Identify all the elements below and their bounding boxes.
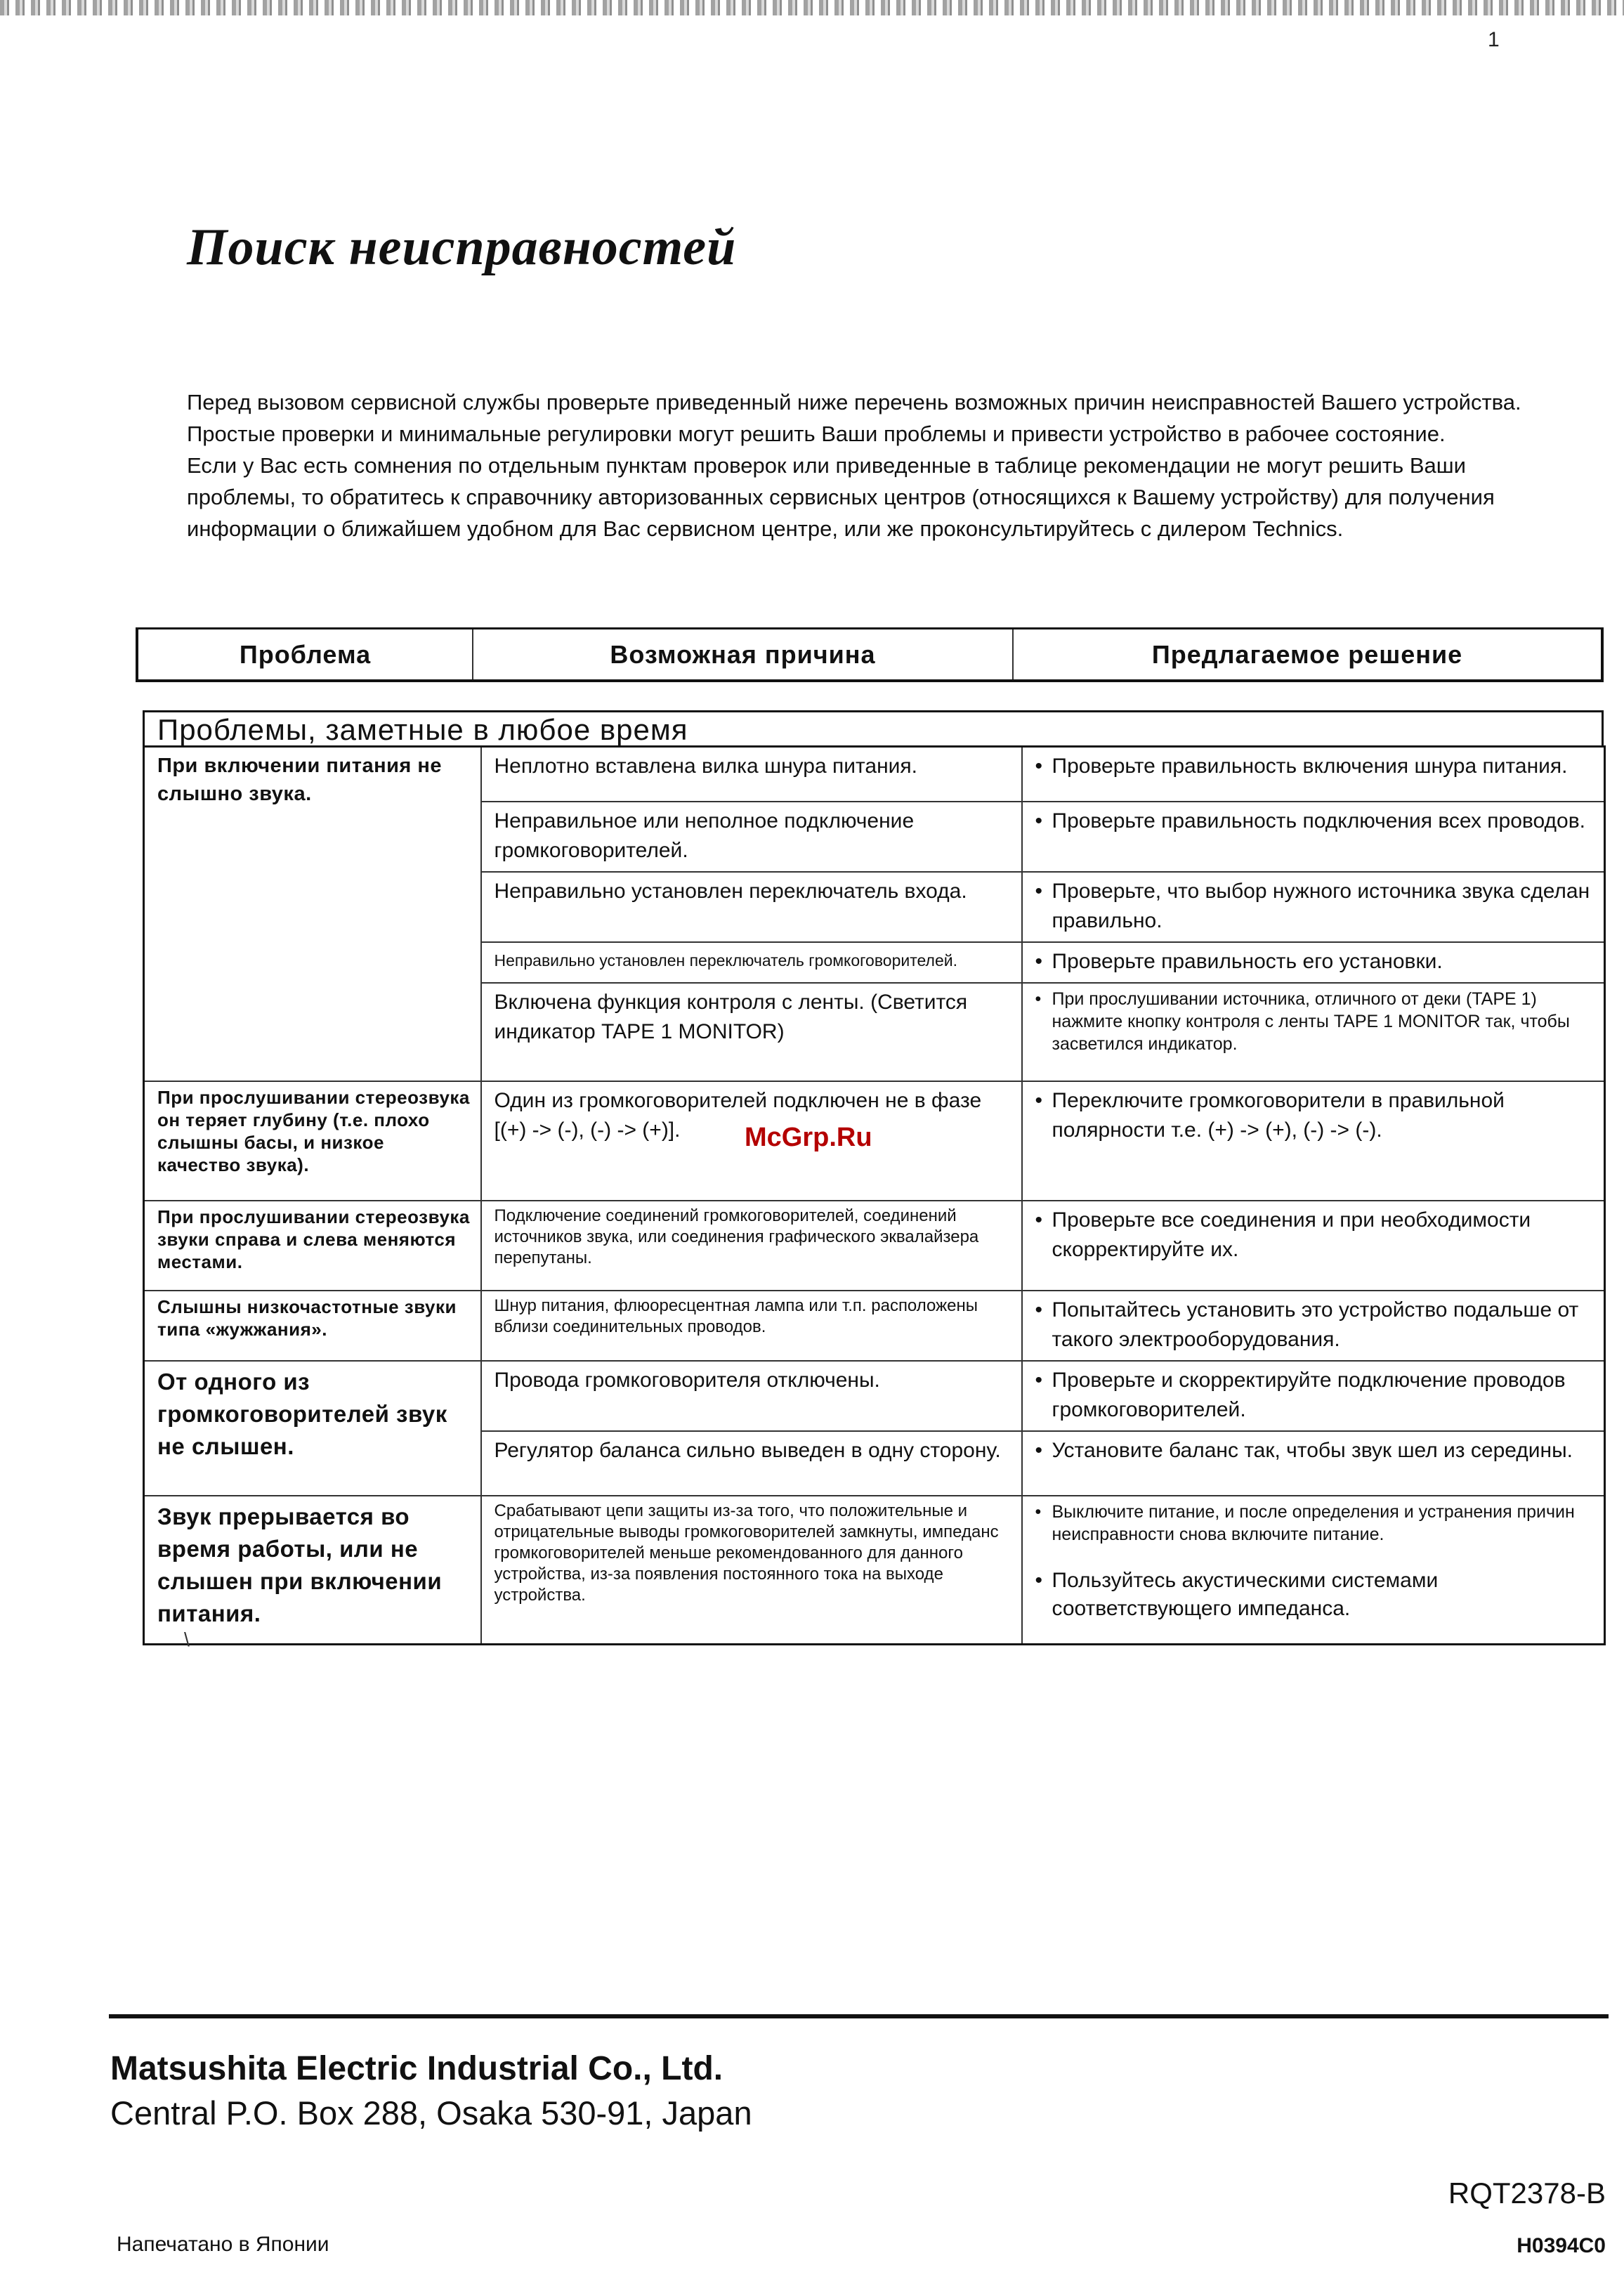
solution-text: • Пользуйтесь акустическими системами соответствующего импеданса. xyxy=(1035,1567,1594,1623)
header-cause: Возможная причина xyxy=(472,629,1012,679)
solution-cell xyxy=(1022,1431,1605,1496)
company-name: Matsushita Electric Industrial Co., Ltd. xyxy=(110,2050,723,2087)
problem-cell: Слышны низкочастотные звуки типа «жужжания». xyxy=(144,1291,481,1361)
scan-noise-strip xyxy=(0,0,1624,15)
cause-cell: Шнур питания, флюоресцентная лампа или т.п. расположены вблизи соединительных проводов. xyxy=(481,1291,1022,1361)
solution-cell xyxy=(1022,1291,1605,1361)
solution-text: • Проверьте и скорректируйте подключение проводов громкоговорителей. xyxy=(1035,1366,1594,1425)
printed-in: Напечатано в Японии xyxy=(117,2233,329,2256)
cause-cell: Подключение соединений громкоговорителей, соединений источников звука, или соединения графического эквалайзера перепутаны. xyxy=(481,1201,1022,1291)
cause-cell: Неправильно установлен переключатель громкоговорителей. xyxy=(481,942,1022,983)
solution-cell xyxy=(1022,1201,1605,1291)
solution-text: • Установите баланс так, чтобы звук шел из середины. xyxy=(1035,1436,1594,1466)
page-corner-mark: 1 xyxy=(1488,28,1500,51)
cause-cell: Регулятор баланса сильно выведен в одну сторону. xyxy=(481,1431,1022,1496)
table-row xyxy=(144,747,1605,802)
section-title: Проблемы, заметные в любое время xyxy=(143,710,1604,745)
solution-text: • Переключите громкоговорители в правильной полярности т.е. (+) -> (+), (-) -> (-). xyxy=(1035,1086,1594,1145)
solution-text: • Проверьте, что выбор нужного источника звука сделан правильно. xyxy=(1035,877,1594,936)
table-row xyxy=(144,1201,1605,1291)
cause-cell: Один из громкоговорителей подключен не в фазе [(+) -> (-), (-) -> (+)]. xyxy=(481,1081,1022,1201)
header-solution: Предлагаемое решение xyxy=(1012,629,1601,679)
problem-cell: При прослушивании стереозвука звуки справа и слева меняются местами. xyxy=(144,1201,481,1291)
solution-cell xyxy=(1022,872,1605,942)
footer-divider xyxy=(109,2014,1609,2018)
table-row xyxy=(144,1361,1605,1431)
solution-text: • Проверьте правильность включения шнура питания. xyxy=(1035,752,1594,781)
cause-cell: Неплотно вставлена вилка шнура питания. xyxy=(481,747,1022,802)
intro-text xyxy=(187,386,1521,544)
cause-cell: Включена функция контроля с ленты. (Светится индикатор TAPE 1 MONITOR) xyxy=(481,983,1022,1081)
solution-text: • Проверьте правильность его установки. xyxy=(1035,947,1594,977)
page-title: Поиск неисправностей xyxy=(187,218,737,276)
problem-cell: Звук прерывается во время работы, или не слышен при включении питания. xyxy=(144,1496,481,1645)
solution-text: • Проверьте правильность подключения всех проводов. xyxy=(1035,807,1594,836)
cause-cell: Неправильно установлен переключатель входа. xyxy=(481,872,1022,942)
solution-cell xyxy=(1022,942,1605,983)
solution-text: • Проверьте все соединения и при необходимости скорректируйте их. xyxy=(1035,1206,1594,1265)
problem-cell: При прослушивании стереозвука он теряет глубину (т.е. плохо слышны басы, и низкое качество звука). xyxy=(144,1081,481,1201)
cause-cell: Срабатывают цепи защиты из-за того, что положительные и отрицательные выводы громкоговорителей замкнуты, импеданс громкоговорителей меньше рекомендованного для данного устройства, из-за появления постоянного тока на выходе устройства. xyxy=(481,1496,1022,1645)
intro-paragraph-1: Перед вызовом сервисной службы проверьте приведенный ниже перечень возможных причин неисправностей Вашего устройства. Простые проверки и минимальные регулировки могут решить Ваши проблемы и привести устройство в рабочее состояние. xyxy=(187,390,1521,446)
header-problem: Проблема xyxy=(239,639,372,669)
solution-text: • Попытайтесь установить это устройство подальше от такого электрооборудования. xyxy=(1035,1296,1594,1355)
print-code: H0394C0 xyxy=(1517,2234,1606,2257)
table-row xyxy=(144,1496,1605,1645)
stray-mark: \ xyxy=(184,1629,190,1650)
cause-cell: Неправильное или неполное подключение громкоговорителей. xyxy=(481,802,1022,872)
watermark: McGrp.Ru xyxy=(745,1123,872,1152)
solution-text: • При прослушивании источника, отличного от деки (TAPE 1) нажмите кнопку контроля с ленты TAPE 1 MONITOR так, чтобы засветился индикатор. xyxy=(1035,988,1594,1055)
solution-cell xyxy=(1022,1496,1605,1645)
problem-cell: При включении питания не слышно звука. xyxy=(144,747,481,1081)
solution-cell xyxy=(1022,983,1605,1081)
intro-paragraph-2: Если у Вас есть сомнения по отдельным пунктам проверок или приведенные в таблице рекомендации не могут решить Ваши проблемы, то обратитесь к справочнику авторизованных сервисных центров (относящихся к Вашему устройству) для получения информации о ближайшем удобном для Вас сервисном центре, или же проконсультируйтесь с дилером Technics. xyxy=(187,453,1495,541)
company-address: Central P.O. Box 288, Osaka 530-91, Japan xyxy=(110,2094,752,2132)
solution-cell xyxy=(1022,802,1605,872)
table-header xyxy=(136,627,1604,682)
solution-text: • Выключите питание, и после определения и устранения причин неисправности снова включите питание. xyxy=(1035,1501,1594,1546)
document-number: RQT2378-B xyxy=(1448,2177,1606,2210)
problem-cell: От одного из громкоговорителей звук не слышен. xyxy=(144,1361,481,1496)
solution-cell xyxy=(1022,1081,1605,1201)
solution-cell xyxy=(1022,747,1605,802)
table-row xyxy=(144,1291,1605,1361)
solution-cell xyxy=(1022,1361,1605,1431)
table-row xyxy=(144,1081,1605,1201)
troubleshooting-table xyxy=(143,745,1606,1645)
cause-cell: Провода громкоговорителя отключены. xyxy=(481,1361,1022,1431)
